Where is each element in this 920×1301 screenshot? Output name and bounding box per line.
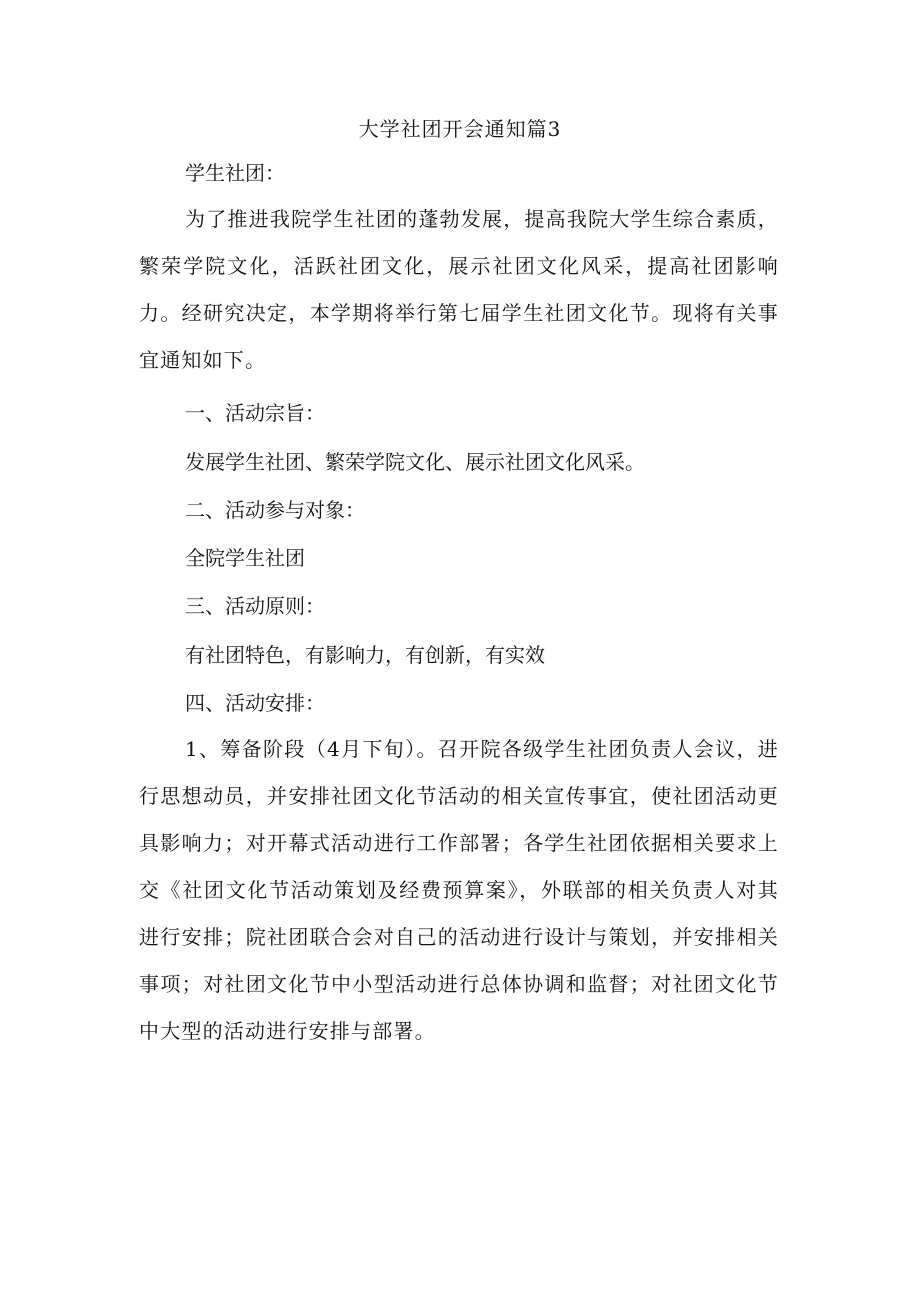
section-heading-arrangement: 四、活动安排：: [185, 691, 325, 715]
section-content-principles: 有社团特色，有影响力，有创新，有实效: [185, 643, 545, 667]
salutation: 学生社团：: [185, 161, 285, 185]
intro-paragraph: 为了推进我院学生社团的蓬勃发展，提高我院大学生综合素质，繁荣学院文化，活跃社团文化，展示社团文化风采，提高社团影响力。经研究决定，本学期将举行第七届学生社团文化节。现将有关事宜通知如下。: [139, 207, 779, 372]
section-heading-principles: 三、活动原则：: [185, 594, 325, 618]
section-heading-participants: 二、活动参与对象：: [185, 498, 365, 522]
section-heading-purpose: 一、活动宗旨：: [185, 401, 325, 425]
section-content-participants: 全院学生社团: [185, 546, 305, 570]
section-content-purpose: 发展学生社团、繁荣学院文化、展示社团文化风采。: [185, 450, 645, 474]
document-title: 大学社团开会通知篇3: [358, 117, 562, 141]
arrangement-paragraph: 1、筹备阶段（4月下旬）。召开院各级学生社团负责人会议，进行思想动员，并安排社团文化节活动的相关宣传事宜，使社团活动更具影响力；对开幕式活动进行工作部署；各学生社团依据相关要求上交《社团文化节活动策划及经费预算案》，外联部的相关负责人对其进行安排；院社团联合会对自己的活动进行设计与策划，并安排相关事项；对社团文化节中小型活动进行总体协调和监督；对社团文化节中大型的活动进行安排与部署。: [139, 737, 779, 1043]
